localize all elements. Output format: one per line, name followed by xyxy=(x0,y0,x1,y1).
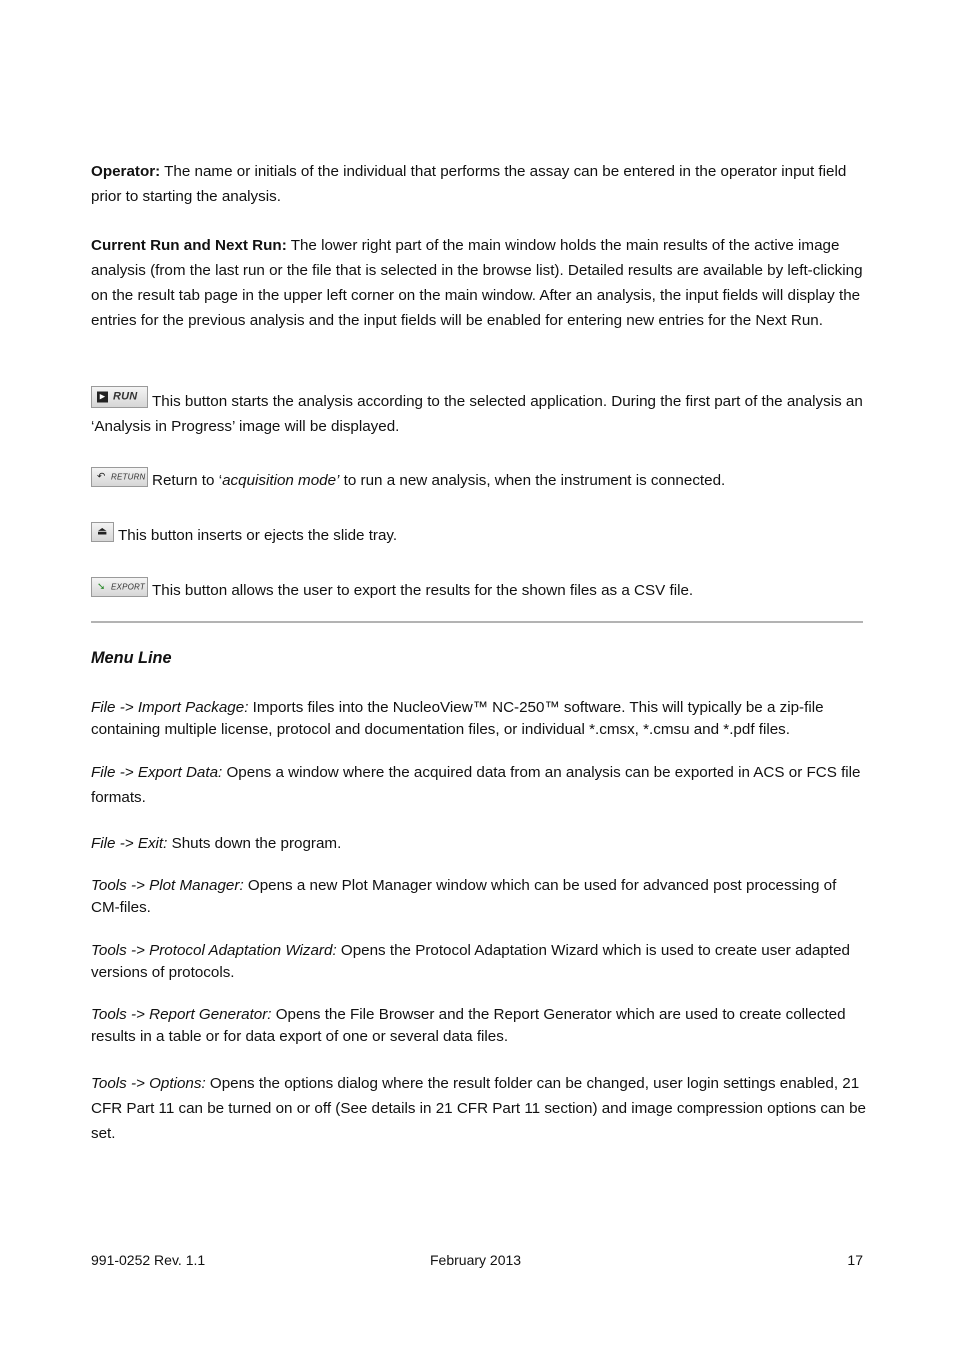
current-run-paragraph xyxy=(91,233,866,333)
run-button-label: RUN xyxy=(113,390,138,403)
menu-item-desc: Opens the options dialog where the result folder can be changed, user login settings enabled, 21 CFR Part 11 can be turned on or off (See details in 21 CFR Part 11 section) and image compression options can be set. xyxy=(91,1075,866,1142)
operator-text: The name or initials of the individual that performs the assay can be entered in the operator input field prior to starting the analysis. xyxy=(91,163,847,205)
section-divider xyxy=(91,621,863,623)
return-text-before: Return to ‘ xyxy=(152,472,223,489)
menu-item-term: Tools -> Plot Manager: xyxy=(91,877,244,894)
menu-item xyxy=(91,760,866,810)
footer-doc-number: 991-0252 Rev. 1.1 xyxy=(91,1252,206,1268)
run-button-description: This button starts the analysis according to the selected application. During the first part of the analysis an ‘Analysis in Progress’ image will be displayed. xyxy=(91,393,863,435)
current-run-label: Current Run and Next Run: xyxy=(91,237,287,254)
return-button-paragraph xyxy=(91,467,866,493)
return-button-label: RETURN xyxy=(111,472,146,482)
menu-item-term: File -> Import Package: xyxy=(91,699,249,716)
eject-icon: ⏏ xyxy=(97,525,108,538)
return-arrow-icon: ↶ xyxy=(97,471,106,483)
menu-item-desc: Opens the File Browser and the Report Generator which are used to create collected results in a table or for data export of one or several data files. xyxy=(91,1006,846,1045)
menu-item-term: File -> Exit: xyxy=(91,835,168,852)
footer-date: February 2013 xyxy=(430,1252,522,1268)
menu-item-desc: Imports files into the NucleoView™ NC-250™ software. This will typically be a zip-file containing multiple license, protocol and documentation files, or individual *.cmsx, *.cmsu and *.pdf files. xyxy=(91,699,824,738)
menu-item-desc: Opens a new Plot Manager window which can be used for advanced post processing of CM-files. xyxy=(91,877,837,916)
menu-item-desc: Opens a window where the acquired data from an analysis can be exported in ACS or FCS file formats. xyxy=(91,764,861,806)
menu-item-term: Tools -> Options: xyxy=(91,1075,206,1092)
eject-button-description: This button inserts or ejects the slide tray. xyxy=(118,527,398,544)
menu-item xyxy=(91,831,866,856)
return-text-after: to run a new analysis, when the instrument is connected. xyxy=(339,472,726,489)
return-button-image xyxy=(91,467,148,487)
menu-item xyxy=(91,697,866,740)
menu-item xyxy=(91,940,866,983)
menu-line-heading: Menu Line xyxy=(91,649,172,667)
operator-paragraph xyxy=(91,159,866,209)
export-button-image xyxy=(91,577,148,597)
export-icon: ➘ xyxy=(97,581,106,593)
operator-label: Operator: xyxy=(91,163,161,180)
menu-item xyxy=(91,875,866,918)
menu-item-desc: Opens the Protocol Adaptation Wizard which is used to create user adapted versions of protocols. xyxy=(91,942,850,981)
run-button-paragraph xyxy=(91,386,866,439)
acquisition-mode-term: acquisition mode’ xyxy=(222,472,340,489)
menu-item-term: Tools -> Report Generator: xyxy=(91,1006,272,1023)
menu-item-term: File -> Export Data: xyxy=(91,764,223,781)
footer-page-number: 17 xyxy=(847,1252,863,1268)
menu-item-term: Tools -> Protocol Adaptation Wizard: xyxy=(91,942,337,959)
export-button-description: This button allows the user to export the results for the shown files as a CSV file. xyxy=(152,582,694,599)
run-button-image xyxy=(91,386,148,408)
menu-item-desc: Shuts down the program. xyxy=(167,835,342,852)
export-button-paragraph xyxy=(91,577,866,603)
play-icon: ▶ xyxy=(97,392,108,403)
export-button-label: EXPORT xyxy=(111,582,145,592)
eject-button-image xyxy=(91,522,114,542)
menu-item xyxy=(91,1004,866,1047)
current-run-text: The lower right part of the main window holds the main results of the active image analysis (from the last run or the file that is selected in the browse list). Detailed results are available by left-clicking on the result tab page in the upper left corner on the main window. After an analysis, the input fields will display the entries for the previous analysis and the input fields will be enabled for entering new entries for the Next Run. xyxy=(91,237,863,329)
eject-button-paragraph xyxy=(91,522,866,548)
menu-item xyxy=(91,1071,866,1146)
